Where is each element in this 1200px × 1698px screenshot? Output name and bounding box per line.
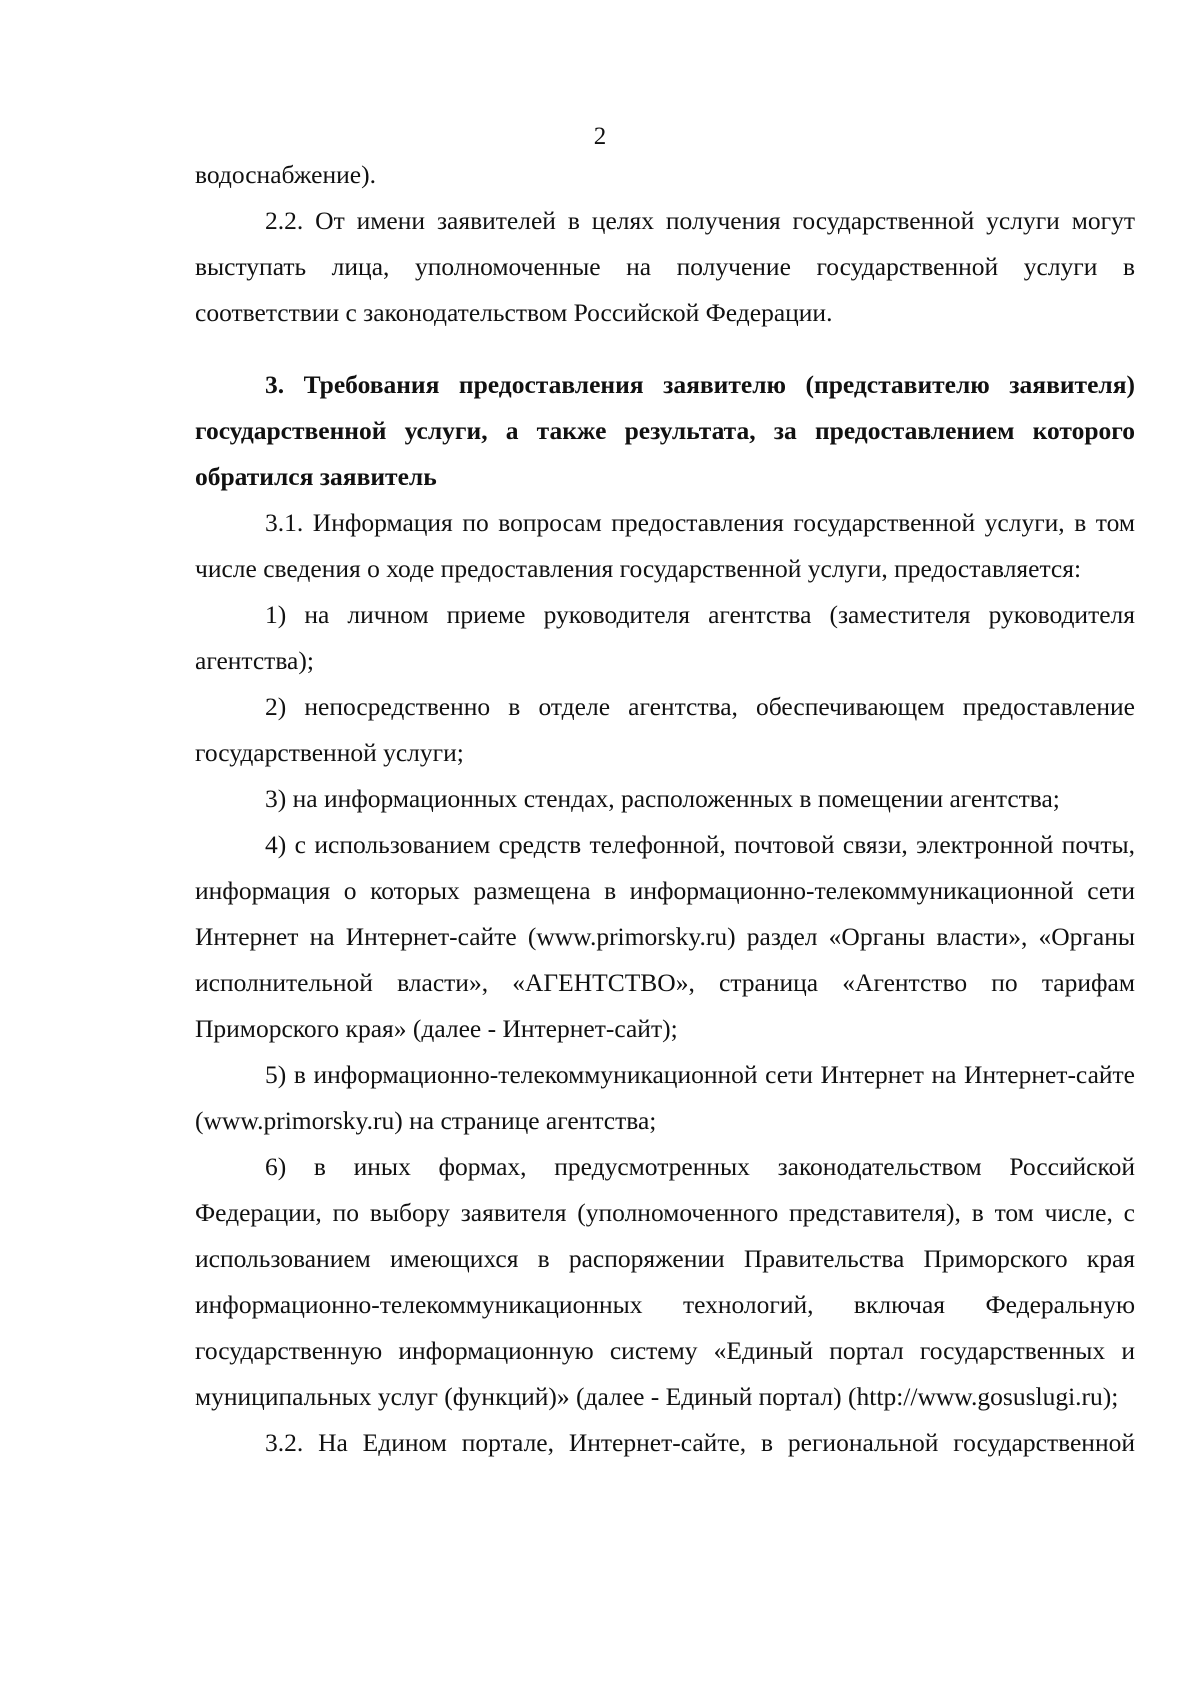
paragraph-continuation: водоснабжение).: [195, 160, 376, 189]
list-item-6: 6) в иных формах, предусмотренных законодательством Российской Федерации, по выбору заявителя (уполномоченного представителя), в том числе, с использованием имеющихся в распоряжении Правительства Приморского края информационно-телекоммуникационных технологий, включая Федеральную государственную информационную систему «Единый портал государственных и муниципальных услуг (функций)» (далее - Единый портал) (http://www.gosuslugi.ru);: [195, 1152, 1135, 1411]
paragraph-3-2: 3.2. На Едином портале, Интернет-сайте, в региональной государственной: [265, 1428, 1135, 1457]
list-item-3: 3) на информационных стендах, расположенных в помещении агентства;: [265, 784, 1060, 813]
list-item-1: 1) на личном приеме руководителя агентства (заместителя руководителя агентства);: [195, 600, 1135, 675]
page-number: 2: [593, 123, 607, 150]
paragraph-3-1: 3.1. Информация по вопросам предоставления государственной услуги, в том числе сведения о ходе предоставления государственной услуги, предоставляется:: [195, 508, 1135, 583]
list-item-4: 4) с использованием средств телефонной, почтовой связи, электронной почты, информация о которых размещена в информационно-телекоммуникационной сети Интернет на Интернет-сайте (www.primorsky.ru) раздел «Органы власти», «Органы исполнительной власти», «АГЕНТСТВО», страница «Агентство по тарифам Приморского края» (далее - Интернет-сайт);: [195, 830, 1135, 1043]
section-heading-3: 3. Требования предоставления заявителю (представителю заявителя) государственной услуги, а также результата, за предоставлением которого обратился заявитель: [195, 370, 1135, 491]
paragraph-2-2: 2.2. От имени заявителей в целях получения государственной услуги могут выступать лица, уполномоченные на получение государственной услуги в соответствии с законодательством Российской Федерации.: [195, 206, 1135, 327]
document-body: [195, 152, 1135, 1466]
list-item-2: 2) непосредственно в отделе агентства, обеспечивающем предоставление государственной услуги;: [195, 692, 1135, 767]
list-item-5: 5) в информационно-телекоммуникационной сети Интернет на Интернет-сайте (www.primorsky.ru) на странице агентства;: [195, 1060, 1135, 1135]
